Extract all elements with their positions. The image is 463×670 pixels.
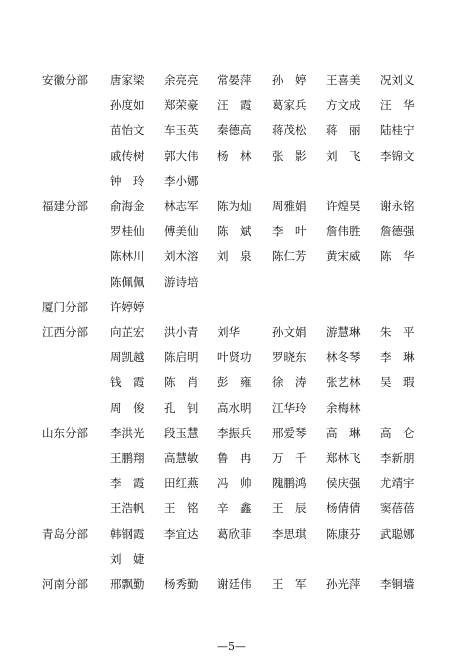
member-name: 鲁 冉	[217, 450, 252, 465]
member-name: 高 琳	[326, 425, 361, 440]
name-row	[0, 249, 463, 263]
name-row	[0, 149, 463, 163]
member-name: 武聪娜	[380, 526, 415, 541]
member-name: 陈康芬	[326, 526, 361, 541]
member-name: 李洪光	[110, 425, 145, 440]
member-name: 叶贤功	[217, 350, 252, 365]
name-row	[0, 476, 463, 490]
member-name: 李思琪	[272, 526, 307, 541]
member-name: 游慧琳	[326, 325, 361, 339]
member-name: 余亮亮	[164, 73, 199, 87]
name-row	[0, 325, 463, 339]
name-row	[0, 123, 463, 137]
member-name: 黄宋威	[326, 249, 361, 264]
name-row	[0, 224, 463, 238]
member-name: 刘 飞	[326, 148, 361, 163]
member-name: 常晏萍	[217, 73, 252, 87]
member-name: 余梅林	[326, 400, 361, 415]
member-name: 朱 平	[380, 325, 415, 339]
member-name: 王鹏翔	[110, 450, 145, 465]
name-row	[0, 73, 463, 87]
member-name: 谢廷伟	[217, 577, 252, 591]
member-name: 陈佩佩	[110, 274, 145, 289]
member-name: 苗怡文	[110, 123, 145, 138]
member-name: 汪 霞	[217, 98, 252, 113]
member-name: 田红燕	[164, 476, 199, 491]
member-name: 王浩帆	[110, 501, 145, 516]
member-name: 张艺林	[326, 375, 361, 390]
member-name: 刘木溶	[164, 249, 199, 264]
member-name: 车玉英	[164, 123, 199, 138]
name-row	[0, 451, 463, 465]
name-row	[0, 174, 463, 188]
member-name: 李振兵	[217, 425, 252, 440]
member-name: 江华玲	[272, 400, 307, 415]
member-name: 吴 瑕	[380, 375, 415, 390]
member-name: 葛家兵	[272, 98, 307, 113]
branch-name: 山东分部	[42, 425, 88, 440]
name-row	[0, 401, 463, 415]
member-name: 孙度如	[110, 98, 145, 113]
member-name: 游诗培	[164, 274, 199, 289]
name-row	[0, 577, 463, 591]
member-name: 陈 肖	[164, 375, 199, 390]
branch-name: 青岛分部	[42, 526, 88, 541]
name-row	[0, 501, 463, 515]
member-name: 张 影	[272, 148, 307, 163]
name-row	[0, 300, 463, 314]
member-name: 李小娜	[164, 173, 199, 188]
member-name: 刘华	[217, 325, 240, 339]
member-name: 罗桂仙	[110, 224, 145, 239]
member-name: 尤靖宇	[380, 476, 415, 491]
member-name: 林志军	[164, 199, 199, 213]
member-name: 陆桂宁	[380, 123, 415, 138]
member-name: 陈启明	[164, 350, 199, 365]
member-name: 高慧敏	[164, 450, 199, 465]
member-name: 孙 婷	[272, 73, 307, 87]
member-name: 周 俊	[110, 400, 145, 415]
member-name: 傅美仙	[164, 224, 199, 239]
member-name: 刘 泉	[217, 249, 252, 264]
member-name: 刘 婕	[110, 551, 145, 566]
name-row	[0, 199, 463, 213]
member-name: 段玉慧	[164, 425, 199, 440]
member-name: 陈 斌	[217, 224, 252, 239]
member-name: 孔 钊	[164, 400, 199, 415]
member-name: 李宜达	[164, 526, 199, 541]
name-row	[0, 98, 463, 112]
member-name: 窦蓓蓓	[380, 501, 415, 516]
member-name: 秦德高	[217, 123, 252, 138]
member-name: 汪 华	[380, 98, 415, 113]
member-name: 郭大伟	[164, 148, 199, 163]
member-name: 陈林川	[110, 249, 145, 264]
member-name: 陈为灿	[217, 199, 252, 213]
member-name: 许煌昊	[326, 199, 361, 213]
member-name: 杨倩倩	[326, 501, 361, 516]
member-name: 李锦文	[380, 148, 415, 163]
name-row	[0, 275, 463, 289]
member-name: 洪小青	[164, 325, 199, 339]
name-row	[0, 350, 463, 364]
member-name: 李 霞	[110, 476, 145, 491]
member-name: 钱 霞	[110, 375, 145, 390]
member-name: 谢永铭	[380, 199, 415, 213]
member-name: 冯 帅	[217, 476, 252, 491]
member-name: 钟 玲	[110, 173, 145, 188]
branch-name: 厦门分部	[42, 299, 88, 314]
member-name: 周凯越	[110, 350, 145, 365]
member-name: 徐 涛	[272, 375, 307, 390]
member-name: 辛 鑫	[217, 501, 252, 516]
member-name: 侯庆强	[326, 476, 361, 491]
member-name: 李 叶	[272, 224, 307, 239]
branch-name: 河南分部	[42, 577, 88, 591]
member-name: 杨秀勤	[164, 577, 199, 591]
member-name: 李新朋	[380, 450, 415, 465]
member-name: 陈仁芳	[272, 249, 307, 264]
member-name: 高水明	[217, 400, 252, 415]
member-name: 王喜美	[326, 73, 361, 87]
member-name: 詹德强	[380, 224, 415, 239]
member-name: 李 琳	[380, 350, 415, 365]
member-name: 王 军	[272, 577, 307, 591]
member-name: 李铜墙	[380, 577, 415, 591]
branch-name: 安徽分部	[42, 73, 88, 87]
member-name: 唐家梁	[110, 73, 145, 87]
member-name: 许婷婷	[110, 299, 145, 314]
member-name: 况刘义	[380, 73, 415, 87]
branch-name: 江西分部	[42, 325, 88, 339]
member-name: 陈 华	[380, 249, 415, 264]
member-name: 向芷宏	[110, 325, 145, 339]
member-name: 詹伟胜	[326, 224, 361, 239]
name-row	[0, 552, 463, 566]
name-row	[0, 527, 463, 541]
member-name: 葛欣菲	[217, 526, 252, 541]
member-name: 方文成	[326, 98, 361, 113]
member-name: 彭 雍	[217, 375, 252, 390]
member-name: 高 仑	[380, 425, 415, 440]
member-name: 郑林飞	[326, 450, 361, 465]
name-row	[0, 426, 463, 440]
member-name: 韩钢霞	[110, 526, 145, 541]
member-name: 隗鹏鸿	[272, 476, 307, 491]
member-name: 孙文娟	[272, 325, 307, 339]
member-name: 戚传树	[110, 148, 145, 163]
member-name: 杨 林	[217, 148, 252, 163]
page-number: —5—	[217, 640, 246, 653]
member-name: 邢飘勤	[110, 577, 145, 591]
member-name: 郑荣豪	[164, 98, 199, 113]
member-name: 孙光萍	[326, 577, 361, 591]
member-name: 林冬琴	[326, 350, 361, 365]
branch-name: 福建分部	[42, 199, 88, 213]
member-name: 邢爱琴	[272, 425, 307, 440]
member-name: 蒋茂松	[272, 123, 307, 138]
member-name: 周雅娟	[272, 199, 307, 213]
member-name: 蒋 丽	[326, 123, 361, 138]
name-row	[0, 375, 463, 389]
member-name: 王 辰	[272, 501, 307, 516]
member-name: 罗晓东	[272, 350, 307, 365]
member-name: 俞海金	[110, 199, 145, 213]
member-name: 王 铭	[164, 501, 199, 516]
member-name: 万 千	[272, 450, 307, 465]
